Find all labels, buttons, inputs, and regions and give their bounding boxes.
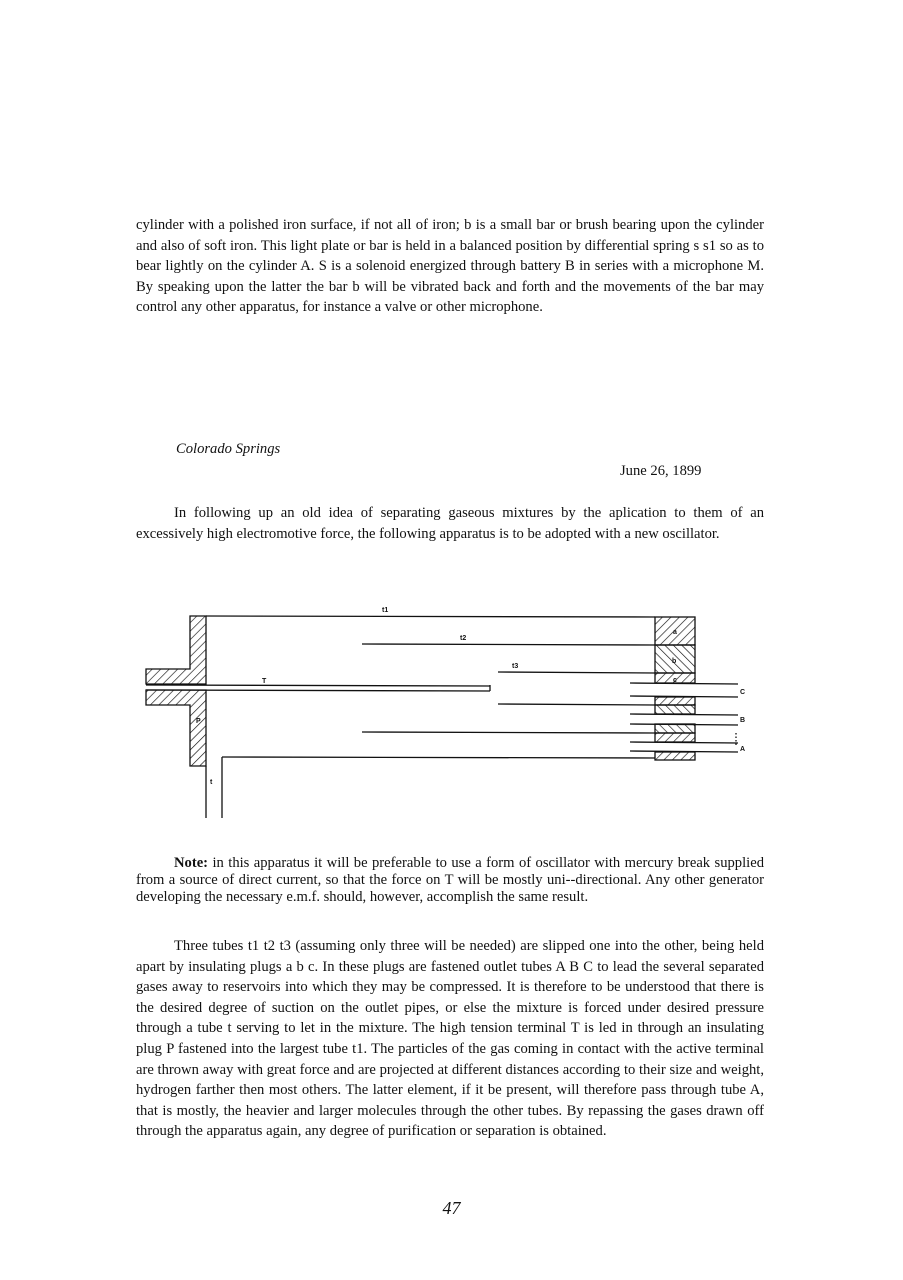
entry-place: Colorado Springs	[176, 441, 281, 457]
label-A: A	[740, 746, 746, 753]
label-t2: t2	[460, 635, 467, 642]
label-t: t	[210, 779, 213, 786]
label-a: a	[673, 629, 677, 636]
label-P: P	[196, 718, 201, 725]
note-paragraph	[136, 855, 764, 906]
plug-P	[146, 616, 206, 684]
label-T: T	[262, 678, 267, 685]
apparatus-diagram	[140, 596, 770, 826]
top-paragraph	[136, 215, 764, 318]
note-text: in this apparatus it will be preferable to use a form of oscillator with mercury break supplied from a source of direct current, so that the force on T will be mostly uni--directional. Any other generator developing the necessary e.m.f. should, however, accomplish the same result.	[136, 855, 764, 905]
top-paragraph-text: cylinder with a polished iron surface, if not all of iron; b is a small bar or brush bearing upon the cylinder and also of soft iron. This light plate or bar is held in a balanced position by differential spring s s1 so as to bear lightly on the cylinder A. S is a solenoid energized through battery B in series with a microphone M. By speaking upon the latter the bar b will be vibrated back and forth and the movements of the bar may control any other apparatus, for instance a valve or other microphone.	[136, 217, 764, 316]
label-c: c	[673, 677, 677, 684]
body-paragraph: Three tubes t1 t2 t3 (assuming only three will be needed) are slipped one into the other, being held apart by insulating plugs a b c. In these plugs are fastened outlet tubes A B C to lead the several separated gases away to reservoirs into which they may be compressed. It is therefore to be understood that there is the desired degree of suction on the outlet pipes, or else the mixture is forced under desired pressure through a tube t serving to let in the mixture. The high tension terminal T is led in through an insulating plug P fastened into the largest tube t1. The particles of the gas coming in contact with the active terminal are thrown away with great force and are projected at different distances according to their size and weight, hydrogen farther then most others. The latter element, if it be present, will therefore pass through tube A, that is mostly, the heavier and larger molecules through the other tubes. By repassing the gases drawn off through the apparatus again, any degree of purification or separation is obtained.	[136, 938, 764, 1140]
page-number: 47	[442, 1198, 461, 1218]
label-B: B	[740, 717, 746, 724]
intro-paragraph: In following up an old idea of separating gaseous mixtures by the aplication to them of an excessively high electromotive force, the following apparatus is to be adopted with a new oscillator.	[136, 505, 764, 542]
label-t1: t1	[382, 607, 389, 614]
label-t3: t3	[512, 663, 519, 670]
label-b: b	[672, 658, 677, 665]
label-C: C	[740, 689, 746, 696]
note-label: Note:	[174, 855, 209, 871]
entry-date: June 26, 1899	[620, 463, 702, 479]
